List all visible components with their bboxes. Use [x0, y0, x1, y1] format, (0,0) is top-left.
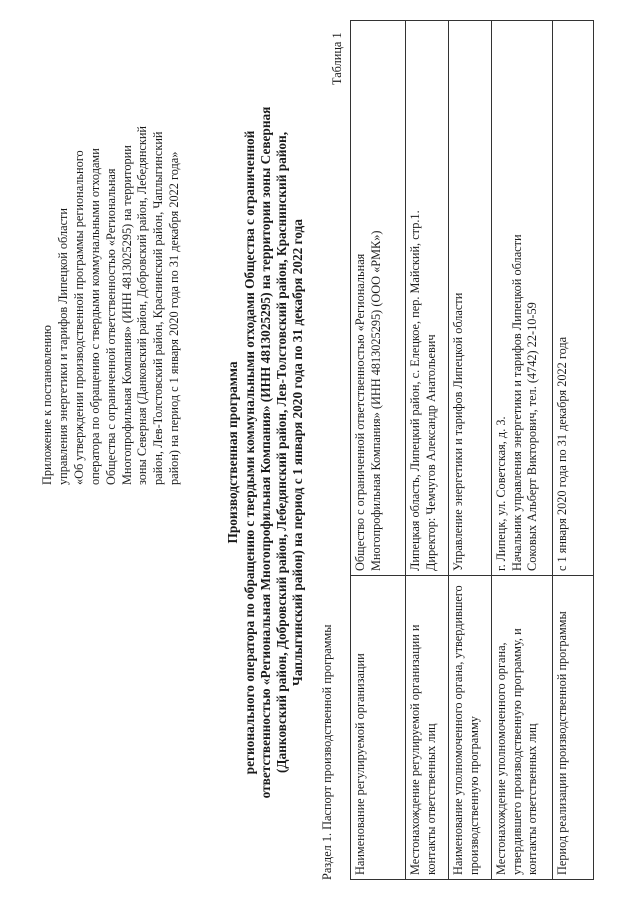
row-value — [492, 21, 553, 576]
passport-table — [350, 20, 594, 880]
row-value-line: Соковых Альберт Викторович, тел. (4742) 22-10-59 — [525, 302, 539, 571]
row-value-line: Управление энергетики и тарифов Липецкой области — [451, 292, 465, 571]
table-row — [449, 21, 492, 880]
row-value-line: г. Липецк, ул. Советская, д. 3. — [494, 416, 508, 571]
row-label: Местонахождение уполномоченного органа, утвердившего производственную программу, и контакты ответственных лиц — [492, 576, 553, 880]
row-value-line: с 1 января 2020 года по 31 декабря 2022 года — [555, 336, 569, 571]
row-value-line: Общество с ограниченной ответственностью «Региональная — [353, 253, 367, 571]
row-label: Местонахождение регулируемой организации и контакты ответственных лиц — [406, 576, 449, 880]
table-row — [553, 21, 594, 880]
row-value — [449, 21, 492, 576]
row-value — [351, 21, 406, 576]
row-value-line: Начальник управления энергетики и тарифов Липецкой области — [509, 234, 524, 571]
document-title — [225, 40, 306, 865]
appendix-line: «Об утверждении производственной программы регионального — [71, 150, 86, 485]
appendix-line: оператора по обращению с твердыми коммунальными отходами — [87, 148, 102, 485]
row-label: Наименование регулируемой организации — [351, 576, 406, 880]
section-title: Раздел 1. Паспорт производственной программы — [320, 624, 334, 880]
row-value-line: Липецкая область, Липецкий район, с. Елецкое, пер. Майский, стр.1. — [408, 210, 422, 571]
title-line: ответственностью «Региональная Многопрофильная Компания» (ИНН 4813025295) на территории зоны Северная — [258, 106, 273, 799]
appendix-line: район) на период с 1 января 2020 года по 31 декабря 2022 года» — [167, 151, 182, 485]
appendix-line: зоны Северная (Данковский район, Добровский район, Лебедянский — [135, 125, 150, 485]
row-value-line: Директор: Чемчугов Александр Анатольевич — [423, 334, 438, 571]
row-value — [553, 21, 594, 576]
table-row — [492, 21, 553, 880]
title-main: Производственная программа — [225, 361, 240, 544]
appendix-note — [40, 35, 183, 485]
appendix-line: Общества с ограниченной ответственностью «Региональная — [103, 168, 118, 485]
row-label: Наименование уполномоченного органа, утвердившего производственную программу — [449, 576, 492, 880]
table-row — [351, 21, 406, 880]
appendix-line: Приложение к постановлению — [40, 325, 54, 485]
appendix-line: район, Лев-Толстовский район, Краснинский район, Чаплыгинский — [151, 131, 166, 485]
appendix-line: управления энергетики и тарифов Липецкой области — [55, 207, 70, 485]
table-label: Таблица 1 — [330, 32, 344, 85]
title-line: (Данковский район, Добровский район, Лебедянский район, Лев-Толстовский район, Краснинский район, — [274, 131, 289, 774]
row-value — [406, 21, 449, 576]
row-label: Период реализации производственной программы — [553, 576, 594, 880]
appendix-line: Многопрофильная Компания» (ИНН 4813025295) на территории — [119, 145, 134, 485]
table-row — [406, 21, 449, 880]
title-line: Чаплыгинский район) на период с 1 января 2020 года по 31 декабря 2022 года — [290, 219, 305, 686]
title-line: регионального оператора по обращению с твердыми коммунальными отходами Общества с ограниченной — [242, 130, 257, 775]
row-value-line: Многопрофильная Компания» (ИНН 4813025295) (ООО «РМК») — [368, 230, 383, 571]
